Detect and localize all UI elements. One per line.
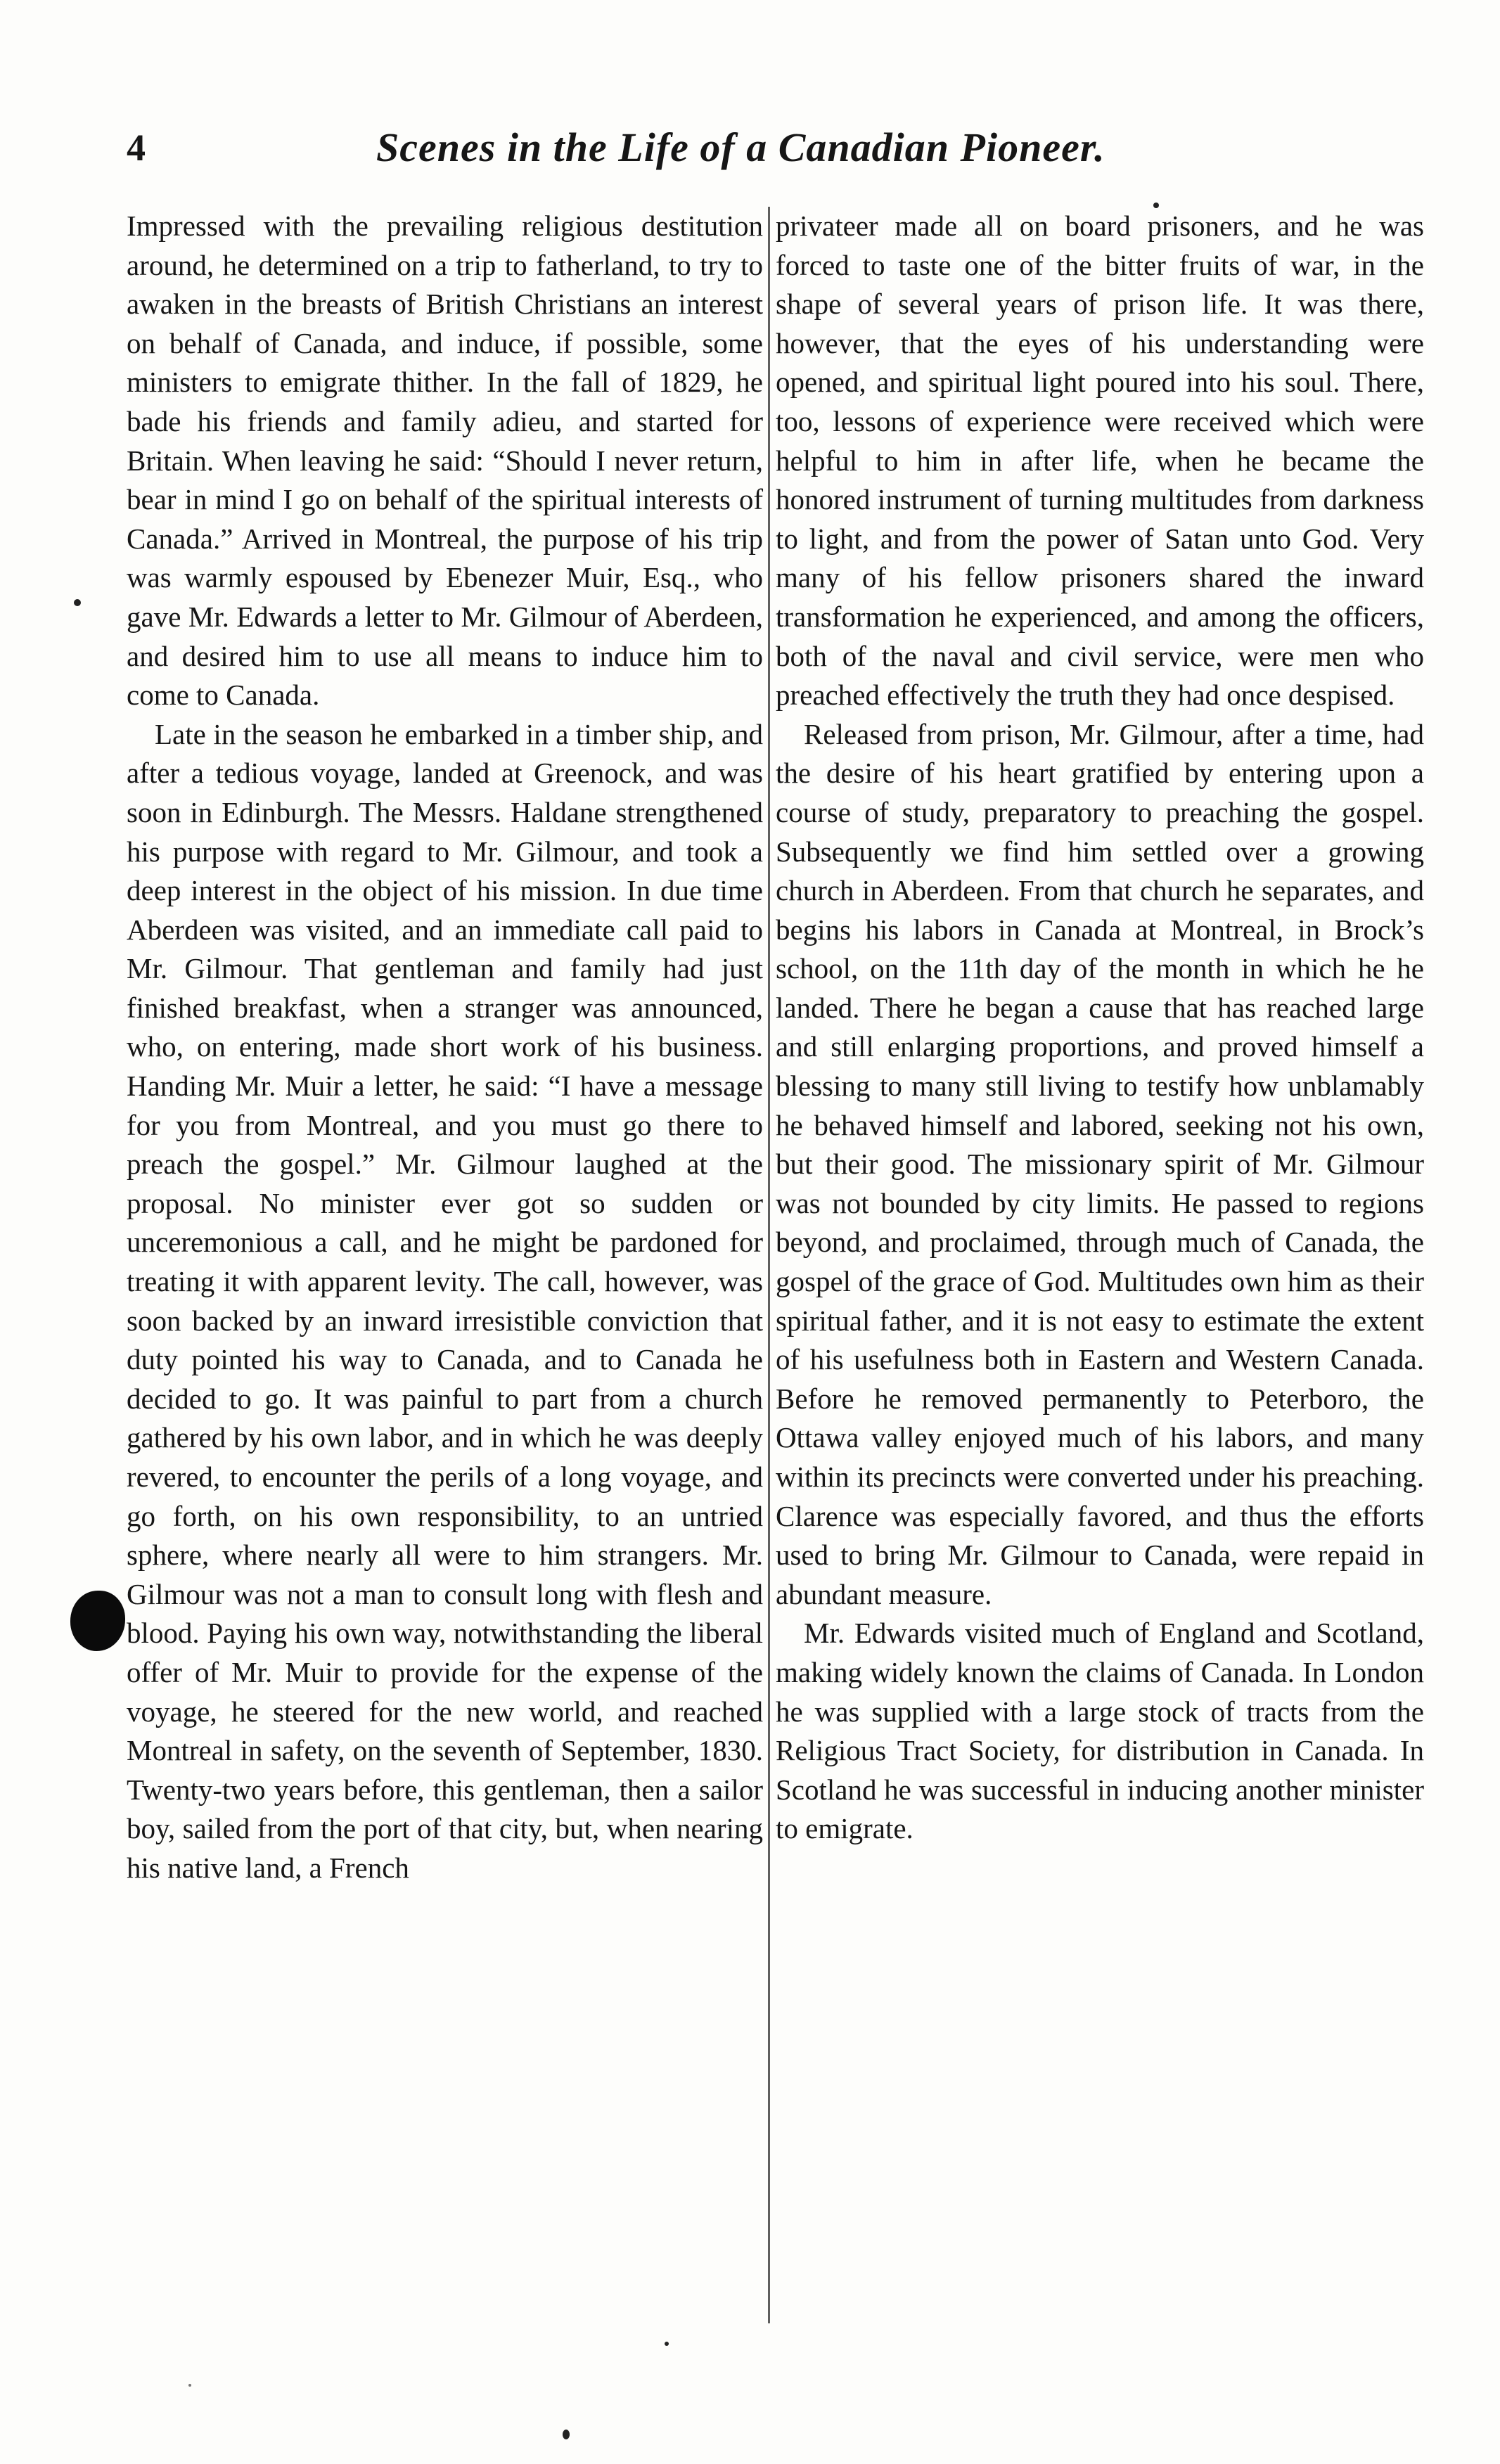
running-title: Scenes in the Life of a Canadian Pioneer. [376, 124, 1105, 170]
paragraph-right-2: Released from prison, Mr. Gilmour, after a time, had the desire of his heart gratified by entering upon a course of study, preparatory to preaching the gospel. Subsequently we find him settled over a growing church in Aberdeen. From that church he separates, and begins his labors in Canada at Montreal, in Brock’s school, on the 11th day of the month in which he he landed. There he began a cause that has reached large and still enlarging proportions, and proved himself a blessing to many still living to testify how unblamably he behaved himself and labored, seeking not his own, but their good. The missionary spirit of Mr. Gilmour was not bounded by city limits. He passed to regions beyond, and proclaimed, through much of Canada, the gospel of the grace of God. Multitudes own him as their spiritual father, and it is not easy to estimate the extent of his usefulness both in Eastern and Western Canada. Before he removed permanently to Peterboro, the Ottawa valley enjoyed much of his labors, and many within its precincts were converted under his preaching. Clarence was especially favored, and thus the efforts used to bring Mr. Gilmour to Canada, were repaid in abundant measure. [776, 717, 1424, 1610]
paragraph-right-3: Mr. Edwards visited much of England and Scotland, making widely known the claims of Canada. In London he was supplied with a large stock of tracts from the Religious Tract Society, for distribution in Canada. In Scotland he was successful in inducing another minister to emigrate. [776, 1617, 1424, 1845]
column-divider [768, 207, 770, 2323]
left-column [127, 207, 763, 1888]
ink-speck [74, 599, 81, 606]
ink-blot-mark [70, 1591, 125, 1651]
ink-speck [563, 2430, 570, 2439]
paragraph-right-1: privateer made all on board prisoners, and he was forced to taste one of the bitter fruits of war, in the shape of several years of prison life. It was there, however, that the eyes of his understanding were opened, and spiritual light poured into his soul. There, too, lessons of experience were received which were helpful to him in after life, when he became the honored instrument of turning multitudes from darkness to light, and from the power of Satan unto God. Very many of his fellow prisoners shared the inward transformation he experienced, and among the officers, both of the naval and civil service, were men who preached effectively the truth they had once despised. [776, 210, 1424, 712]
paragraph-left-2: Late in the season he embarked in a timber ship, and after a tedious voyage, landed at Greenock, and was soon in Edinburgh. The Messrs. Haldane strengthened his purpose with regard to Mr. Gilmour, and took a deep interest in the object of his mission. In due time Aberdeen was visited, and an immediate call paid to Mr. Gilmour. That gentleman and family had just finished breakfast, when a stranger was announced, who, on entering, made short work of his business. Handing Mr. Muir a letter, he said: “I have a message for you from Montreal, and you must go there to preach the gospel.” Mr. Gilmour laughed at the proposal. No minister ever got so sudden or unceremonious a call, and he might be pardoned for treating it with apparent levity. The call, however, was soon backed by an inward irresistible conviction that duty pointed his way to Canada, and to Canada he decided to go. It was painful to part from a church gathered by his own labor, and in which he was deeply revered, to encounter the perils of a long voyage, and go forth, on his own responsibility, to an untried sphere, where nearly all were to him strangers. Mr. Gilmour was not a man to consult long with flesh and blood. Paying his own way, notwithstanding the liberal offer of Mr. Muir to provide for the expense of the voyage, he steered for the new world, and reached Montreal in safety, on the seventh of September, 1830. Twenty-two years before, this gentleman, then a sailor boy, sailed from the port of that city, but, when nearing his native land, a French [127, 717, 763, 1884]
right-column [776, 207, 1424, 1849]
ink-speck [665, 2342, 669, 2346]
page-number: 4 [127, 127, 146, 169]
running-head [127, 120, 1449, 183]
ink-speck [1153, 203, 1159, 208]
paragraph-left-1: Impressed with the prevailing religious destitution around, he determined on a trip to fatherland, to try to awaken in the breasts of British Christians an interest on behalf of Canada, and induce, if possible, some ministers to emigrate thither. In the fall of 1829, he bade his friends and family adieu, and started for Britain. When leaving he said: “Should I never return, bear in mind I go on behalf of the spiritual interests of Canada.” Arrived in Montreal, the purpose of his trip was warmly espoused by Ebenezer Muir, Esq., who gave Mr. Edwards a letter to Mr. Gilmour of Aberdeen, and desired him to use all means to induce him to come to Canada. [127, 210, 763, 712]
ink-speck [188, 2384, 191, 2387]
